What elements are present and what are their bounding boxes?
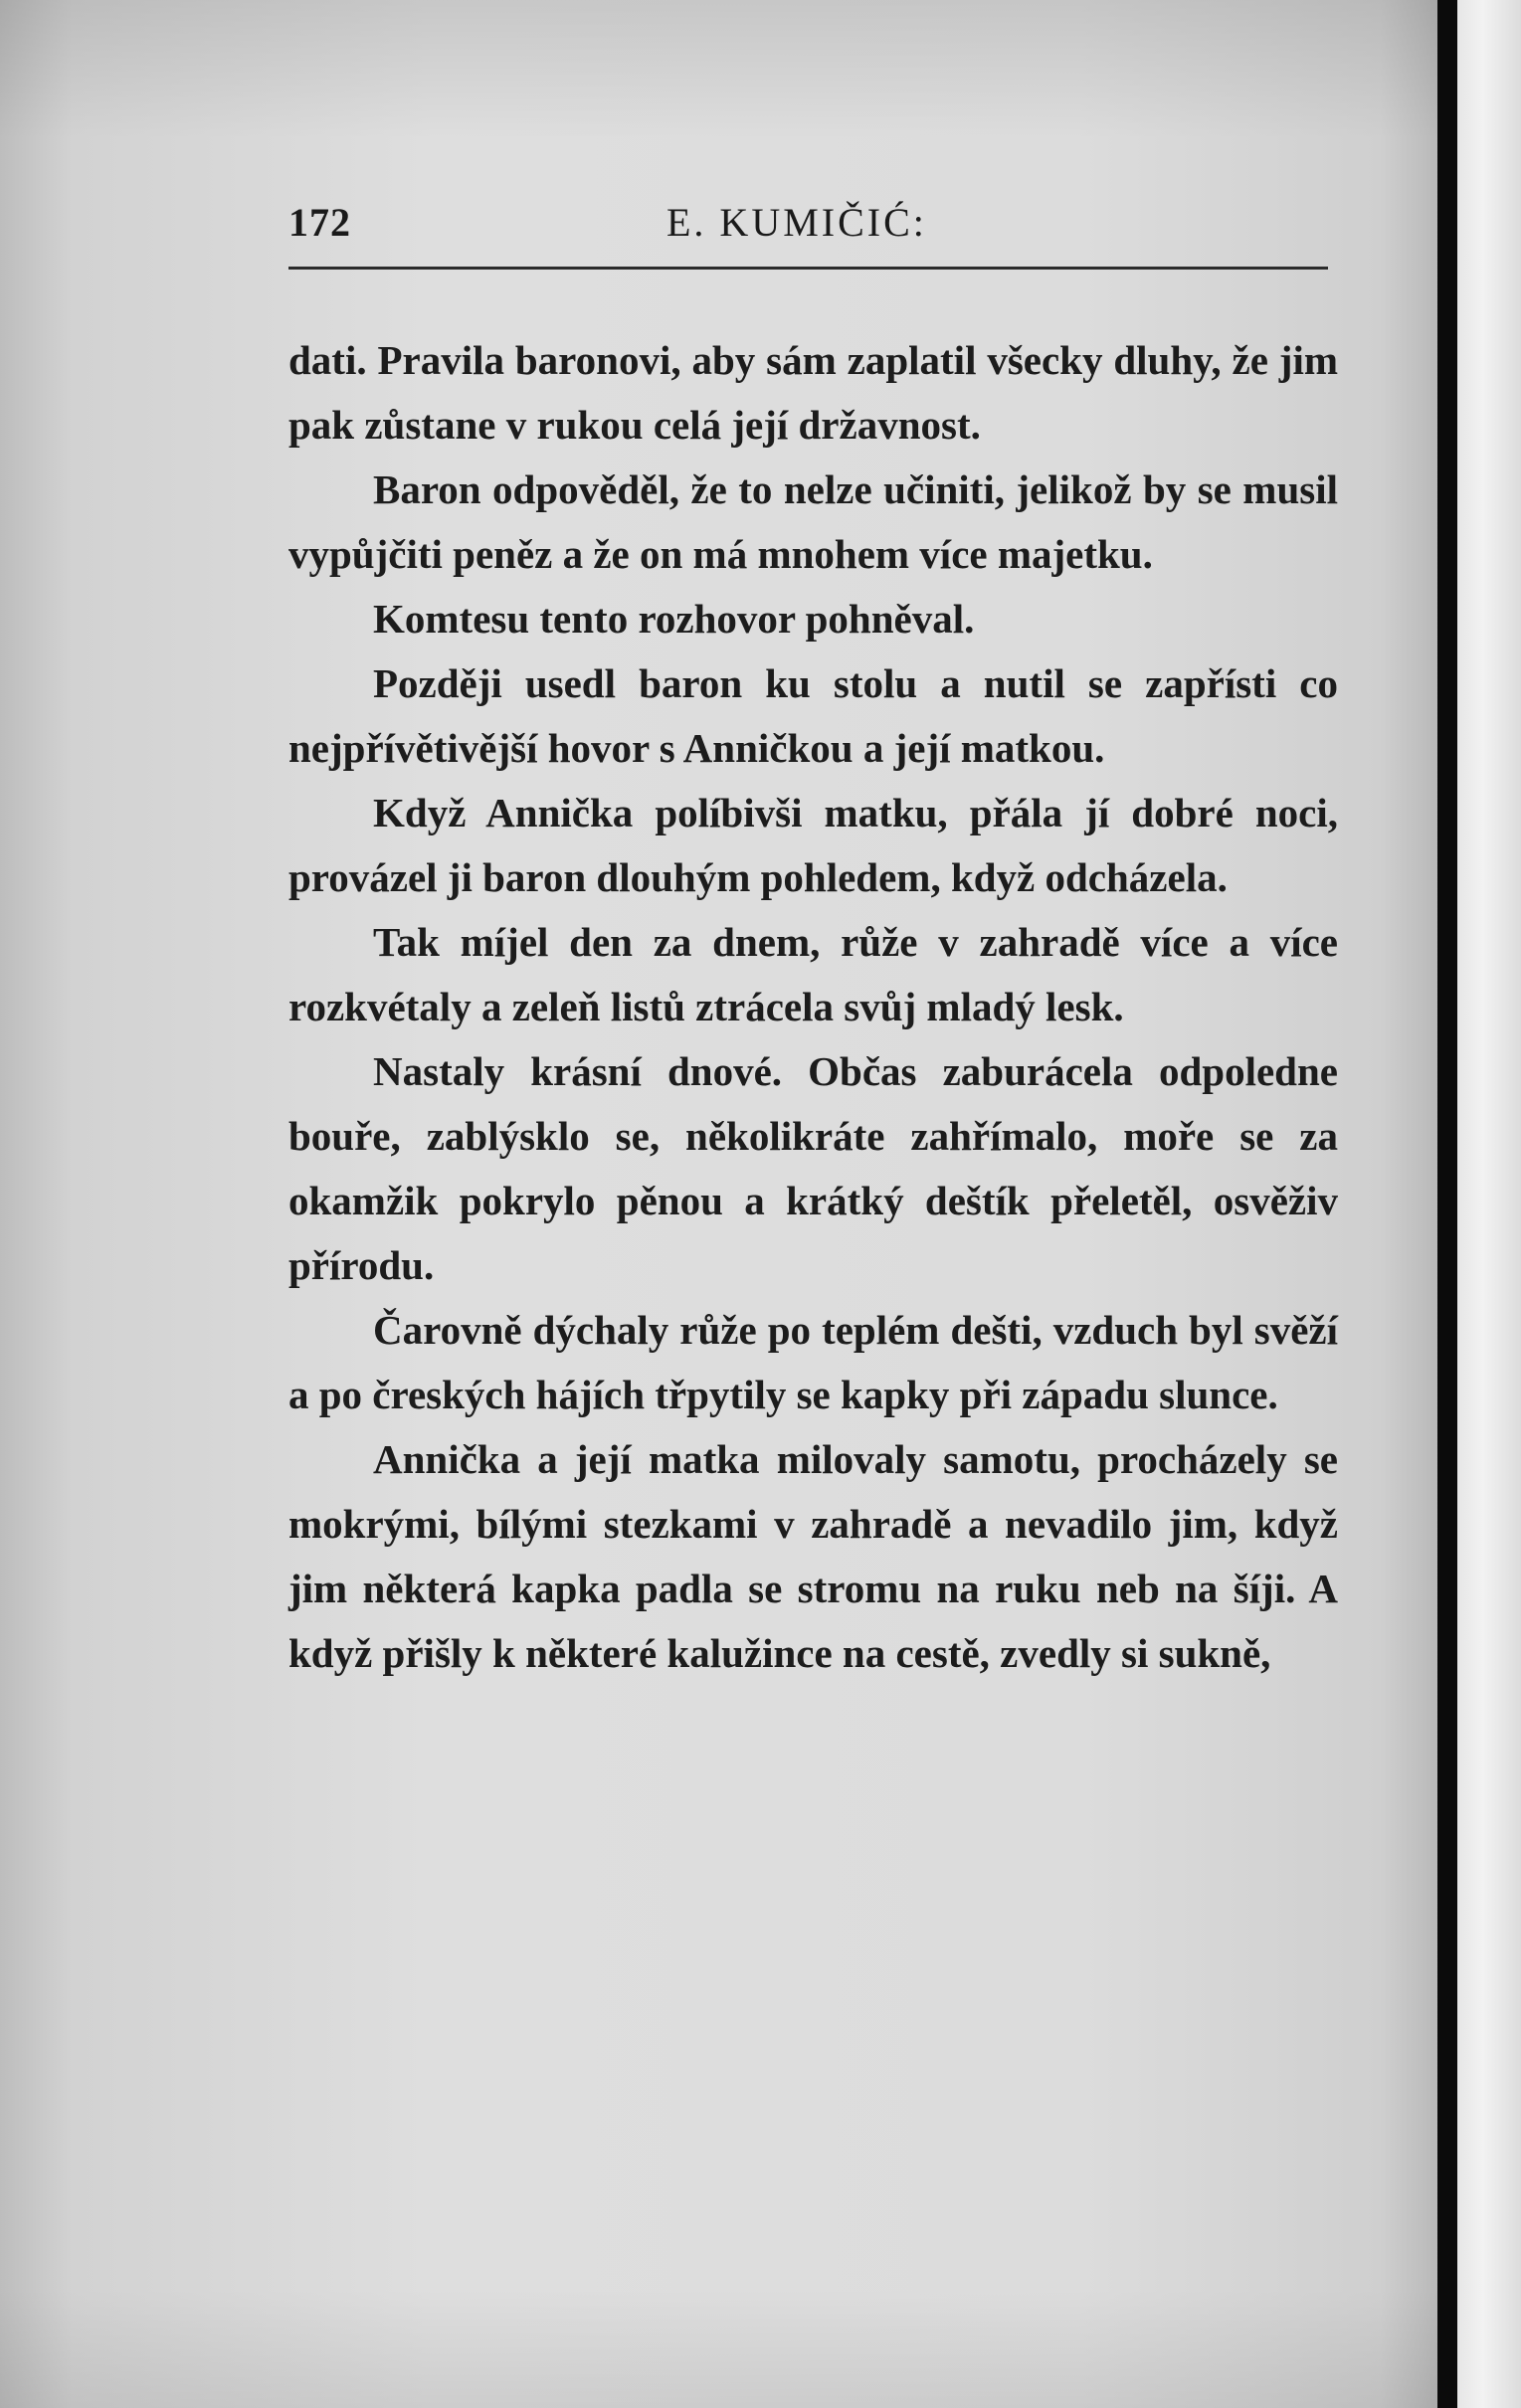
adjacent-page-edge — [1457, 0, 1521, 2408]
header-rule — [288, 267, 1328, 270]
page-header — [288, 199, 1328, 259]
page-number: 172 — [288, 200, 351, 245]
paragraph: Tak míjel den za dnem, růže v zahradě více a více rozkvétaly a zeleň listů ztrácela svůj mladý lesk. — [288, 919, 1338, 1029]
running-head: E. KUMIČIĆ: — [666, 200, 927, 245]
paragraph: Nastaly krásní dnové. Občas zaburácela odpoledne bouře, zablýsklo se, několikráte zahřímalo, moře se za okamžik pokrylo pěnou a krátký deštík přeletěl, osvěživ přírodu. — [288, 1048, 1338, 1288]
paragraph: Baron odpověděl, že to nelze učiniti, jelikož by se musil vypůjčiti peněz a že on má mnohem více majetku. — [288, 466, 1338, 577]
paragraph: Později usedl baron ku stolu a nutil se zapřísti co nejpřívětivější hovor s Anničkou a její matkou. — [288, 660, 1338, 771]
paragraph: dati. Pravila baronovi, aby sám zaplatil všecky dluhy, že jim pak zůstane v rukou celá její državnost. — [288, 337, 1338, 448]
body-text — [288, 328, 1338, 1686]
paragraph: Čarovně dýchaly růže po teplém dešti, vzduch byl svěží a po čreských hájích třpytily se kapky při západu slunce. — [288, 1307, 1338, 1417]
paragraph: Komtesu tento rozhovor pohněval. — [373, 596, 975, 642]
paragraph: Annička a její matka milovaly samotu, procházely se mokrými, bílými stezkami v zahradě a nevadilo jim, když jim některá kapka padla se stromu na ruku neb na šíji. A když přišly k některé kalužince na cestě, zvedly si sukně, — [288, 1436, 1338, 1676]
paragraph: Když Annička políbivši matku, přála jí dobré noci, provázel ji baron dlouhým pohledem, když odcházela. — [288, 790, 1338, 900]
